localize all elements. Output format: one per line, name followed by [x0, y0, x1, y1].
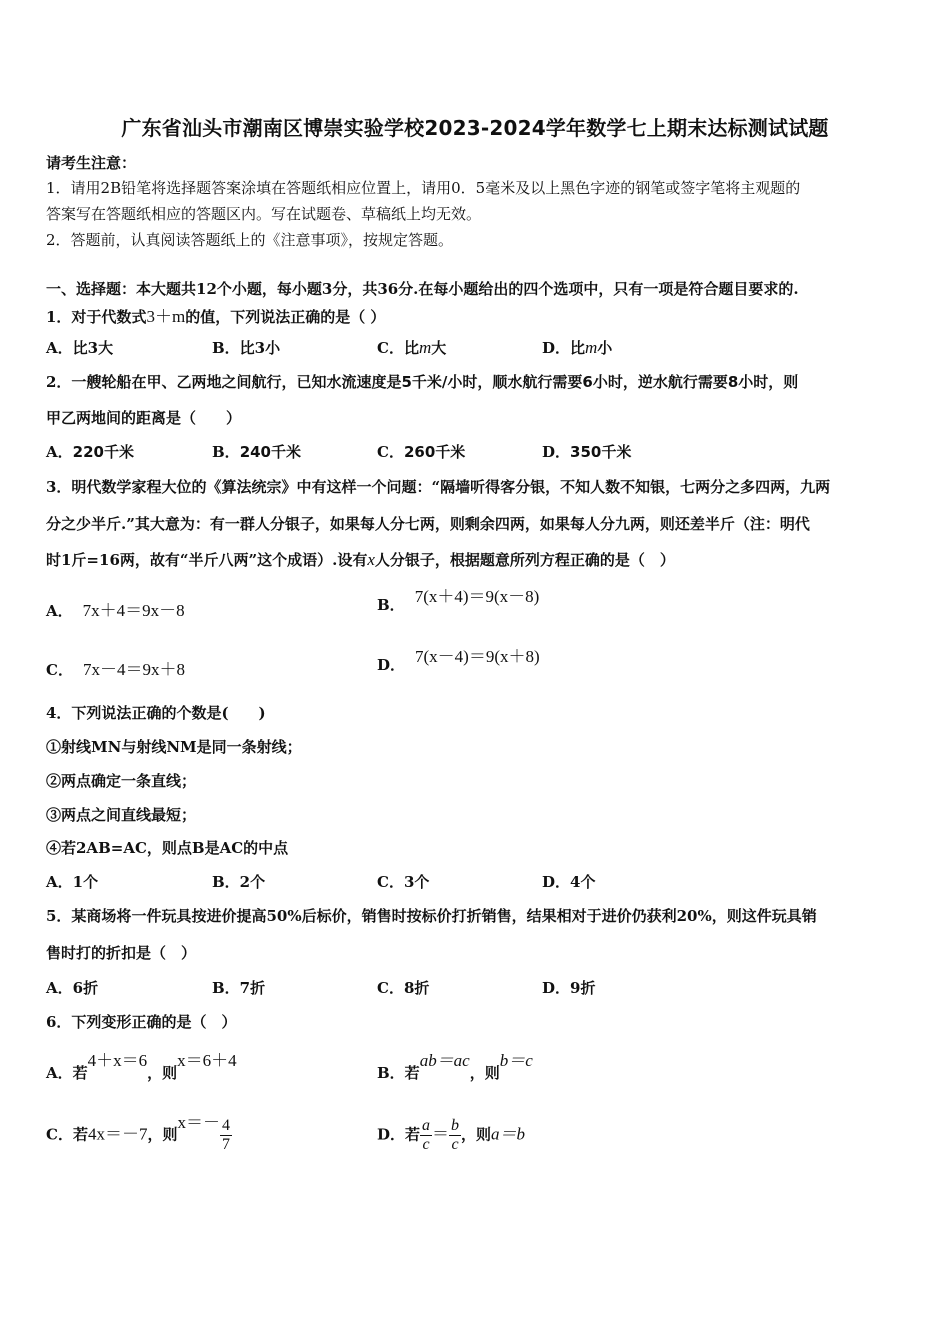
q2-speed: 5 [401, 373, 412, 391]
q1-c-prefix: C．比 [377, 339, 419, 357]
question-3-line-1: 3．明代数学家程大位的《算法统宗》中有这样一个问题：“隔墙听得客分银，不知人数不知银，七两分之多四两，九两 [46, 478, 831, 496]
q6-d-conclusion: a＝b [491, 1124, 526, 1144]
q2-hours-down: 6 [582, 373, 593, 391]
q3-c-label: C． [46, 661, 73, 679]
q3-option-b [377, 587, 540, 615]
q3-option-a [46, 596, 185, 621]
q2-stem-d: 小时，则 [738, 373, 799, 391]
q5-option-a: A．6折 [46, 979, 99, 997]
q2-option-b [212, 441, 301, 462]
question-1-stem [46, 302, 385, 327]
page-title: 广东省汕头市潮南区博崇实验学校2023-2024学年数学七上期末达标测试试题 [121, 116, 829, 140]
question-2-line-2: 甲乙两地间的距离是（ ） [46, 409, 242, 427]
q2-b-unit: 千米 [271, 443, 302, 461]
q3-a-equation: 7x＋4＝9x－8 [82, 601, 185, 620]
q3-line3-a: 时1斤=16两，故有“半斤八两”这个成语）.设有 [46, 551, 368, 569]
q6-a-premise: 4＋x＝6 [87, 1051, 148, 1070]
q6-option-b [377, 1051, 533, 1083]
q2-d-unit: 千米 [601, 443, 632, 461]
q1-option-c [377, 337, 446, 358]
q1-d-suffix: 小 [597, 339, 613, 357]
q3-a-label: A． [46, 602, 73, 620]
q5-option-c: C．8折 [377, 979, 430, 997]
q6-b-conclusion: b＝c [499, 1051, 533, 1070]
q6-d-numerator-2: b [451, 1117, 460, 1134]
q4-statement-3: ③两点之间直线最短； [46, 806, 197, 824]
q1-d-prefix: D．比 [542, 339, 586, 357]
notice-heading: 请考生注意： [46, 154, 137, 172]
q6-d-fraction-1 [420, 1117, 432, 1154]
q2-hours-up: 8 [727, 373, 739, 391]
q2-a-label: A． [46, 443, 73, 461]
q3-line3-b: 人分银子，根据题意所列方程正确的是（ ） [374, 551, 675, 569]
q4-statement-1: ①射线MN与射线NM是同一条射线； [46, 738, 302, 756]
q4-option-c: C．3个 [377, 873, 430, 891]
q2-option-d [542, 441, 631, 462]
q6-option-c [46, 1112, 232, 1154]
q6-d-equals: ＝ [432, 1124, 450, 1144]
q3-b-equation: 7(x＋4)＝9(x－8) [414, 587, 540, 606]
q6-d-numerator-1: a [422, 1117, 431, 1134]
question-3-line-3 [46, 549, 675, 570]
q1-stem-b: 的值，下列说法正确的是（ ） [185, 308, 386, 326]
q3-variable: x [367, 550, 375, 569]
q4-option-a: A．1个 [46, 873, 99, 891]
q2-a-number: 220 [72, 443, 104, 461]
q6-c-then: ，则 [147, 1125, 178, 1144]
q6-d-denominator-2: c [451, 1136, 459, 1153]
q3-c-equation: 7x－4＝9x＋8 [82, 660, 185, 679]
q2-stem-b: 千米/小时，顺水航行需要 [411, 373, 583, 391]
notice-line-3: 2．答题前，认真阅读答题纸上的《注意事项》，按规定答题。 [46, 231, 454, 249]
q6-option-d [377, 1117, 525, 1154]
q6-a-then: ，则 [147, 1064, 178, 1082]
question-5-line-2: 售时打的折扣是（ ） [46, 944, 197, 962]
q4-statement-2: ②两点确定一条直线； [46, 772, 197, 790]
section-heading: 一、选择题：本大题共12个小题，每小题3分，共36分.在每小题给出的四个选项中，只有一项是符合题目要求的. [46, 280, 799, 298]
q1-stem-a: 1．对于代数式 [46, 308, 147, 326]
q3-d-label: D． [377, 656, 406, 674]
q2-c-number: 260 [403, 443, 436, 461]
q6-d-denominator-1: c [422, 1136, 430, 1153]
notice-line-2: 答案写在答题纸相应的答题区内。写在试题卷、草稿纸上均无效。 [46, 205, 482, 223]
q2-a-unit: 千米 [103, 443, 134, 461]
q6-c-fraction [220, 1117, 232, 1154]
q6-option-a [46, 1051, 237, 1083]
q6-a-conclusion: x＝6＋4 [177, 1051, 237, 1070]
q6-d-label: D．若 [377, 1125, 421, 1144]
q1-option-d [542, 337, 612, 358]
q1-expression: 3＋m [146, 307, 186, 326]
q4-option-d: D．4个 [542, 873, 596, 891]
q6-d-fraction-2 [449, 1117, 461, 1154]
notice-line-1: 1．请用2B铅笔将选择题答案涂填在答题纸相应位置上，请用0．5毫米及以上黑色字迹的钢笔或签字笔将主观题的 [46, 179, 801, 197]
q2-option-c [377, 441, 465, 462]
q2-b-number: 240 [239, 443, 271, 461]
question-3-line-2: 分之少半斤.”其大意为：有一群人分银子，如果每人分七两，则剩余四两，如果每人分九两，则还差半斤（注：明代 [46, 515, 810, 533]
question-2-line-1 [46, 371, 798, 392]
question-5-line-1: 5．某商场将一件玩具按进价提高50%后标价，销售时按标价打折销售，结果相对于进价仍获利20%，则这件玩具销 [46, 907, 817, 925]
q3-d-equation: 7(x－4)＝9(x＋8) [415, 647, 540, 666]
q6-c-denominator: 7 [221, 1136, 230, 1153]
q6-c-lhs: x＝－ [177, 1112, 220, 1132]
q5-option-b: B．7折 [212, 979, 266, 997]
q3-option-d [377, 647, 540, 675]
question-6-stem: 6．下列变形正确的是（ ） [46, 1013, 237, 1031]
q6-c-numerator: 4 [221, 1117, 230, 1134]
q5-option-d: D．9折 [542, 979, 596, 997]
q2-stem-a: 2．一艘轮船在甲、乙两地之间航行，已知水流速度是 [46, 373, 402, 391]
q3-b-label: B． [377, 596, 405, 614]
q1-option-a: A．比3大 [46, 339, 114, 357]
q2-c-label: C． [377, 443, 404, 461]
q6-d-then: ，则 [461, 1125, 492, 1144]
q6-b-then: ，则 [469, 1064, 500, 1082]
q2-d-number: 350 [570, 443, 602, 461]
q2-d-label: D． [542, 443, 571, 461]
q6-b-premise: ab＝ac [419, 1051, 470, 1070]
q1-c-suffix: 大 [431, 339, 447, 357]
q2-stem-c: 小时，逆水航行需要 [592, 373, 728, 391]
q6-a-label: A．若 [46, 1064, 88, 1082]
q2-b-label: B． [212, 443, 240, 461]
q1-d-var: m [585, 338, 598, 357]
q4-option-b: B．2个 [212, 873, 266, 891]
q2-option-a [46, 441, 134, 462]
q2-c-unit: 千米 [435, 443, 466, 461]
q6-c-label: C．若 [46, 1125, 88, 1144]
q1-option-b: B．比3小 [212, 339, 281, 357]
q4-statement-4: ④若2AB=AC，则点B是AC的中点 [46, 839, 289, 857]
question-4-stem: 4．下列说法正确的个数是( ) [46, 704, 266, 722]
q1-c-var: m [418, 338, 432, 357]
q6-b-label: B．若 [377, 1064, 420, 1082]
q6-c-premise: 4x＝－7 [87, 1124, 148, 1144]
q3-option-c [46, 655, 185, 680]
